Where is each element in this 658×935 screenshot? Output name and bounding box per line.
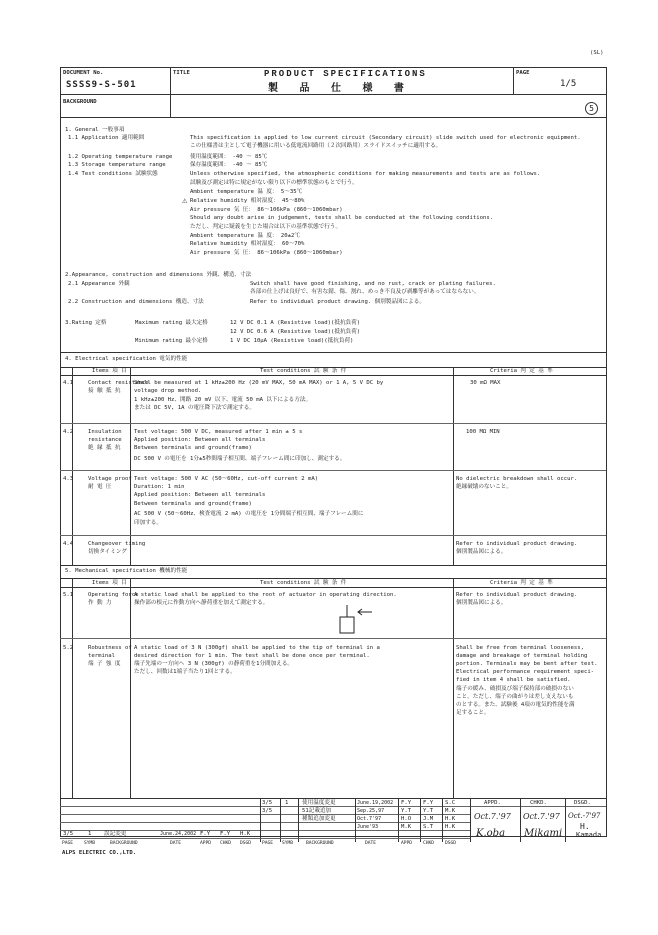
mechanical-col-criteria: Criteria 判 定 基 準 xyxy=(490,580,553,586)
row-4-4-crit-1: Refer to individual product drawing. xyxy=(456,541,578,547)
rev2-chkd: Y.T xyxy=(423,808,434,814)
row-5-2-crit-3: portion. Terminals may be bent after test. xyxy=(456,661,598,667)
mechanical-col-items: Items 項 目 xyxy=(92,580,127,586)
row-4-4-no: 4.4 xyxy=(63,541,74,547)
revision-rule-5 xyxy=(60,838,470,839)
footer-date-2: DATE xyxy=(365,841,377,846)
row-4-3-crit-1: No dielectric breakdown shall occur. xyxy=(456,476,578,482)
row-4-3-cond-5: AC 500 V (50～60Hz、検査電流 2 mA) の電圧を 1分間端子相互間、端子フレーム間に xyxy=(134,511,364,517)
row-4-3-no: 4.3 xyxy=(63,476,74,482)
row-5-1-no: 5.1 xyxy=(63,592,74,598)
electrical-col-conditions: Test conditions 試 験 条 件 xyxy=(260,368,347,374)
row-4-3-cond-4: Between terminals and ground(frame) xyxy=(134,501,252,507)
row-4-4-item-2: 切換タイミング xyxy=(88,549,127,555)
application-label: 1.1 Application 適用範囲 xyxy=(68,135,145,141)
sec4-bottom-rule xyxy=(60,565,606,566)
row-5-1-item-2: 作 動 力 xyxy=(88,600,112,606)
row-4-4-item-1: Changeover timing xyxy=(88,541,146,547)
row-5-2-item-2: terminal xyxy=(88,653,115,659)
row-4-2-item-1: Insulation xyxy=(88,429,122,435)
sec5-head-top xyxy=(60,578,606,579)
application-text-2: この仕様書は主として電子機器に用いる低電流回路用（２次回路用）スライドスイッチに適用する。 xyxy=(190,143,442,149)
footer-page-2: PAGE xyxy=(262,841,274,846)
footer-page-1: PAGE xyxy=(62,841,74,846)
row-5-2-crit-7: こと。ただし、端子の曲がりは差し支えないも xyxy=(456,694,574,700)
dsgd-date: Oct.-7'97 xyxy=(568,812,601,820)
row-4-3-crit-2: 絶縁破壊のないこと。 xyxy=(456,484,512,490)
page-label: PAGE xyxy=(516,70,530,76)
rev-col-1 xyxy=(260,798,261,842)
sec4-head-bottom xyxy=(60,375,606,376)
op-temp-label: 1.2 Operating temperature range xyxy=(68,154,173,160)
rev-col-3 xyxy=(298,798,299,842)
sec5-col-b xyxy=(130,578,131,798)
max-rating-line-1: 12 V DC 0.1 A (Resistive load)(抵抗負荷) xyxy=(230,320,361,326)
footer-bg-2: BACKGROUND xyxy=(306,841,334,846)
row-4-3-cond-3: Applied position: Between all terminals xyxy=(134,492,266,498)
revision-circle: 5 xyxy=(585,102,598,115)
row-4-1-cond-3: 1 kHz±200 Hz、開路 20 mV 以下、電流 50 mA 以下による方法。 xyxy=(134,397,312,403)
rev-col-6 xyxy=(420,798,421,842)
footer-symb-2: SYMB xyxy=(282,841,294,846)
footer-bg-1: BACKGROUND xyxy=(110,841,138,846)
max-rating-label: Maximum rating 最大定格 xyxy=(135,320,208,326)
row-5-1-item-1: Operating force xyxy=(88,592,139,598)
sec4-row-sep-1 xyxy=(60,423,606,424)
header-col-1 xyxy=(170,67,171,117)
row-4-2-crit: 100 MΩ MIN xyxy=(466,429,500,435)
footer-dsgd-1: DSGD xyxy=(240,841,252,846)
electrical-col-criteria: Criteria 判 定 基 準 xyxy=(490,368,553,374)
row-5-2-crit-2: damage and breakage of terminal holding xyxy=(456,653,588,659)
test-text-8: Ambient temperature 温 度： 20±2℃ xyxy=(190,233,300,239)
rev4-page: 3/5 xyxy=(63,831,74,837)
header-divider xyxy=(60,94,606,95)
sec5-col-c xyxy=(453,578,454,798)
test-text-6: Should any doubt arise in judgement, tests shall be conducted at the following conditions. xyxy=(190,215,494,221)
rev3-chkd: J.M xyxy=(423,816,434,822)
appearance-label: 2.1 Appearance 外観 xyxy=(68,281,130,287)
row-4-3-cond-1: Test voltage: 500 V AC (50～60Hz, cut-off current 2 mA) xyxy=(134,476,319,482)
sec4-row-sep-3 xyxy=(60,535,606,536)
doc-label: DOCUMENT No. xyxy=(63,70,104,76)
row-4-2-cond-3: Between terminals and ground(frame) xyxy=(134,445,252,451)
storage-text: 保存温度範囲： -40 ～ 85℃ xyxy=(190,162,268,168)
background-label: BACKGROUND xyxy=(63,99,97,105)
test-text-3: Ambient temperature 温 度： 5～35℃ xyxy=(190,189,303,195)
title-label: TITLE xyxy=(173,70,190,76)
rev5-appd: M.K xyxy=(401,824,412,830)
row-4-3-cond-6: 印加する。 xyxy=(134,520,162,526)
test-text-2: 試験及び測定は特に規定がない限り以下の標準状態のもとで行う。 xyxy=(190,180,358,186)
appd-signature: K.oba xyxy=(476,828,506,839)
row-4-2-cond-2: Applied position: Between all terminals xyxy=(134,437,266,443)
row-4-3-item-1: Voltage proof xyxy=(88,476,132,482)
test-text-4: Relative humidity 相対湿度： 45～80% xyxy=(190,198,305,204)
row-5-2-cond-1: A static load of 3 N (300gf) shall be applied to the tip of terminal in a xyxy=(134,645,380,651)
row-4-3-item-2: 耐 電 圧 xyxy=(88,484,112,490)
rev1-chkd: F.Y xyxy=(423,800,434,806)
row-5-1-crit-1: Refer to individual product drawing. xyxy=(456,592,578,598)
footer-chkd-2: CHKD xyxy=(423,841,435,846)
rev1-date: June.19,2002 xyxy=(357,800,394,806)
construction-text: Refer to individual product drawing. 個別製品図による。 xyxy=(250,299,425,305)
row-5-2-crit-6: 端子の緩み、破損及び端子保持部の破損のない xyxy=(456,686,574,692)
application-text-1: This specification is applied to low current circuit (Secondary circuit) slide switch used for electronic equipment. xyxy=(190,135,581,141)
revision-top-rule xyxy=(60,798,606,799)
footer-symb-1: SYMB xyxy=(84,841,96,846)
doc-number: SSSS9-S-501 xyxy=(66,80,137,90)
footer-date-1: DATE xyxy=(170,841,182,846)
row-4-1-crit: 30 mΩ MAX xyxy=(470,380,501,386)
op-temp-text: 使用温度範囲： -40 ～ 85℃ xyxy=(190,154,268,160)
rev4-date: June.24,2002 xyxy=(160,831,197,837)
appd-label: APPD. xyxy=(484,800,501,806)
rev2-bg: 51記載追加 xyxy=(302,808,332,814)
dsgd-label: DSGD. xyxy=(574,800,591,806)
rev-col-8 xyxy=(470,798,471,842)
row-4-3-cond-2: Duration: 1 min xyxy=(134,484,185,490)
rev2-dsgd: M.K xyxy=(445,808,456,814)
appearance-text-1: Switch shall have good finishing, and no rust, crack or plating failures. xyxy=(250,281,496,287)
rating-label: 3.Rating 定格 xyxy=(65,320,107,326)
electrical-col-items: Items 項 目 xyxy=(92,368,127,374)
test-text-7: ただし、判定に疑義を生じた場合は以下の基準状態で行う。 xyxy=(190,224,342,230)
rev4-bg: 誤記変更 xyxy=(104,831,127,837)
warning-triangle-icon: ⚠ xyxy=(182,196,188,206)
rev4-chkd: F.Y xyxy=(220,831,231,837)
title-en: PRODUCT SPECIFICATIONS xyxy=(264,69,427,79)
test-label: 1.4 Test conditions 試験状態 xyxy=(68,171,158,177)
rev3-dsgd: H.K xyxy=(445,816,456,822)
row-5-2-no: 5.2 xyxy=(63,645,74,651)
row-4-1-cond-2: voltage drop method. xyxy=(134,388,202,394)
header-col-2 xyxy=(513,67,514,94)
sec5-head-bottom xyxy=(60,587,606,588)
rev1-page: 3/5 xyxy=(262,800,273,806)
appd-date: Oct.7.'97 xyxy=(474,812,511,821)
dsgd-name-1: H. xyxy=(580,822,590,831)
rev-col-2 xyxy=(280,798,281,842)
row-4-1-item-1: Contact resistance xyxy=(88,380,149,386)
storage-label: 1.3 Storage temperature range xyxy=(68,162,166,168)
rev2-page: 3/5 xyxy=(262,808,273,814)
row-4-1-item-2: 接 触 抵 抗 xyxy=(88,388,121,394)
row-4-1-cond-4: または DC 5V, 1A の電圧降下法で測定する。 xyxy=(134,405,255,411)
rev1-appd: F.Y xyxy=(401,800,412,806)
chkd-label: CHKD. xyxy=(530,800,547,806)
row-4-2-no: 4.2 xyxy=(63,429,74,435)
row-5-2-item-1: Robustness of xyxy=(88,645,132,651)
sec4-row-sep-2 xyxy=(60,470,606,471)
rev-col-4 xyxy=(355,798,356,842)
mechanical-heading: 5. Mechanical specification 機械的性能 xyxy=(65,568,188,574)
rev5-date: June'93 xyxy=(357,824,379,830)
row-4-2-item-3: 絶 縁 抵 抗 xyxy=(88,445,121,451)
min-rating-label: Minimum rating 最小定格 xyxy=(135,338,208,344)
row-5-2-cond-3: 端子先端の一方向へ 3 N (300gf) の静荷重を1分間加える。 xyxy=(134,661,294,667)
row-4-2-item-2: resistance xyxy=(88,437,122,443)
row-5-2-cond-4: ただし、回数は1端子当たり1回とする。 xyxy=(134,669,236,675)
electrical-heading: 4. Electrical specification 電気的性能 xyxy=(65,356,188,362)
row-5-2-crit-5: fied in item 4 shall be satisfied. xyxy=(456,677,571,683)
general-heading: 1. General 一般事項 xyxy=(65,127,125,133)
sec4-top-rule xyxy=(60,352,606,353)
footer-appd-2: APPD xyxy=(401,841,413,846)
test-text-5: Air pressure 気 圧： 86～106kPa (860～1060mbar) xyxy=(190,207,343,213)
row-5-2-crit-9: 足すること。 xyxy=(456,710,490,716)
chkd-signature: Mikami xyxy=(524,828,563,839)
row-5-2-crit-8: のとする。また、試験後 4項の電気的性能を満 xyxy=(456,702,575,708)
appearance-text-2: 各部の仕上げは良好で、有害な錆、傷、割れ、めっき不良及び剥離等があってはならない。 xyxy=(250,289,480,295)
row-5-1-cond-2: 操作部の根元に作動方向へ静荷重を加えて測定する。 xyxy=(134,600,269,606)
footer-chkd-1: CHKD xyxy=(220,841,232,846)
row-5-2-crit-4: Electrical performance requirement speci- xyxy=(456,669,595,675)
background-divider xyxy=(60,117,606,118)
chkd-date: Oct.7.'97 xyxy=(523,812,560,821)
rev5-chkd: S.T xyxy=(423,824,434,830)
sec5-row-sep xyxy=(60,638,606,639)
title-jp: 製 品 仕 様 書 xyxy=(268,83,413,94)
dsgd-name-2: Kamada xyxy=(576,831,602,839)
row-4-1-cond-1: Shall be measured at 1 kHz±200 Hz (20 mV MAX, 50 mA MAX) or 1 A, 5 V DC by xyxy=(134,380,384,386)
mechanical-col-conditions: Test conditions 試 験 条 件 xyxy=(260,580,347,586)
row-5-2-crit-1: Shall be free from terminal looseness, xyxy=(456,645,584,651)
rev-col-7 xyxy=(442,798,443,842)
rev1-bg: 使用温度変更 xyxy=(302,800,336,806)
test-text-1: Unless otherwise specified, the atmospheric conditions for making measurements and tests are as follows. xyxy=(190,171,541,177)
test-text-9: Relative humidity 相対湿度： 60～70% xyxy=(190,241,305,247)
min-rating-line: 1 V DC 10μA (Resistive load)(抵抗負荷) xyxy=(230,338,354,344)
rev4-dsgd: H.K xyxy=(240,831,251,837)
row-4-4-crit-2: 個別製品図による。 xyxy=(456,549,507,555)
sec5-col-a xyxy=(72,578,73,798)
rev4-appd: F.Y xyxy=(200,831,211,837)
appearance-heading: 2.Appearance, construction and dimensions 外観、構造、寸法 xyxy=(65,272,252,278)
page-value: 1/5 xyxy=(560,79,577,89)
construction-label: 2.2 Construction and dimensions 構造、寸法 xyxy=(68,299,204,305)
footer-appd-1: APPD xyxy=(200,841,212,846)
rev5-dsgd: H.K xyxy=(445,824,456,830)
row-5-2-cond-2: desired direction for 1 min. The test shall be done once per terminal. xyxy=(134,653,370,659)
rev4-symb: 1 xyxy=(88,831,92,837)
rev3-date: Oct.7'97 xyxy=(357,816,382,822)
operating-force-diagram-icon xyxy=(330,605,380,635)
test-text-10: Air pressure 気 圧： 86～106kPa (860～1060mbar) xyxy=(190,250,343,256)
rev-col-10 xyxy=(565,798,566,842)
row-4-2-cond-4: DC 500 V の電圧を 1分±5秒間端子相互間、端子フレーム間に印加し、測定する。 xyxy=(134,456,346,462)
row-5-2-item-3: 端 子 強 度 xyxy=(88,661,121,667)
footer-dsgd-2: DSGD xyxy=(445,841,457,846)
top-mark: (SL) xyxy=(590,50,604,56)
row-5-1-crit-2: 個別製品図による。 xyxy=(456,600,507,606)
rev-col-9 xyxy=(520,798,521,842)
rev3-bg: 種類追加変更 xyxy=(302,816,336,822)
company-name: ALPS ELECTRIC CO.,LTD. xyxy=(62,850,137,856)
rev1-dsgd: S.C xyxy=(445,800,456,806)
rev2-appd: Y.T xyxy=(401,808,412,814)
row-4-1-no: 4.1 xyxy=(63,380,74,386)
rev1-symb: 1 xyxy=(285,800,289,806)
rev-col-5 xyxy=(398,798,399,842)
row-4-2-cond-1: Test voltage: 500 V DC, measured after 1 min ± 5 s xyxy=(134,429,303,435)
rev3-appd: H.O xyxy=(401,816,412,822)
rev2-date: Sep.25,97 xyxy=(357,808,385,814)
row-5-1-cond-1: A static load shall be applied to the root of actuator in operating direction. xyxy=(134,592,397,598)
max-rating-line-2: 12 V DC 0.6 A (Resistive load)(抵抗負荷) xyxy=(230,329,361,335)
